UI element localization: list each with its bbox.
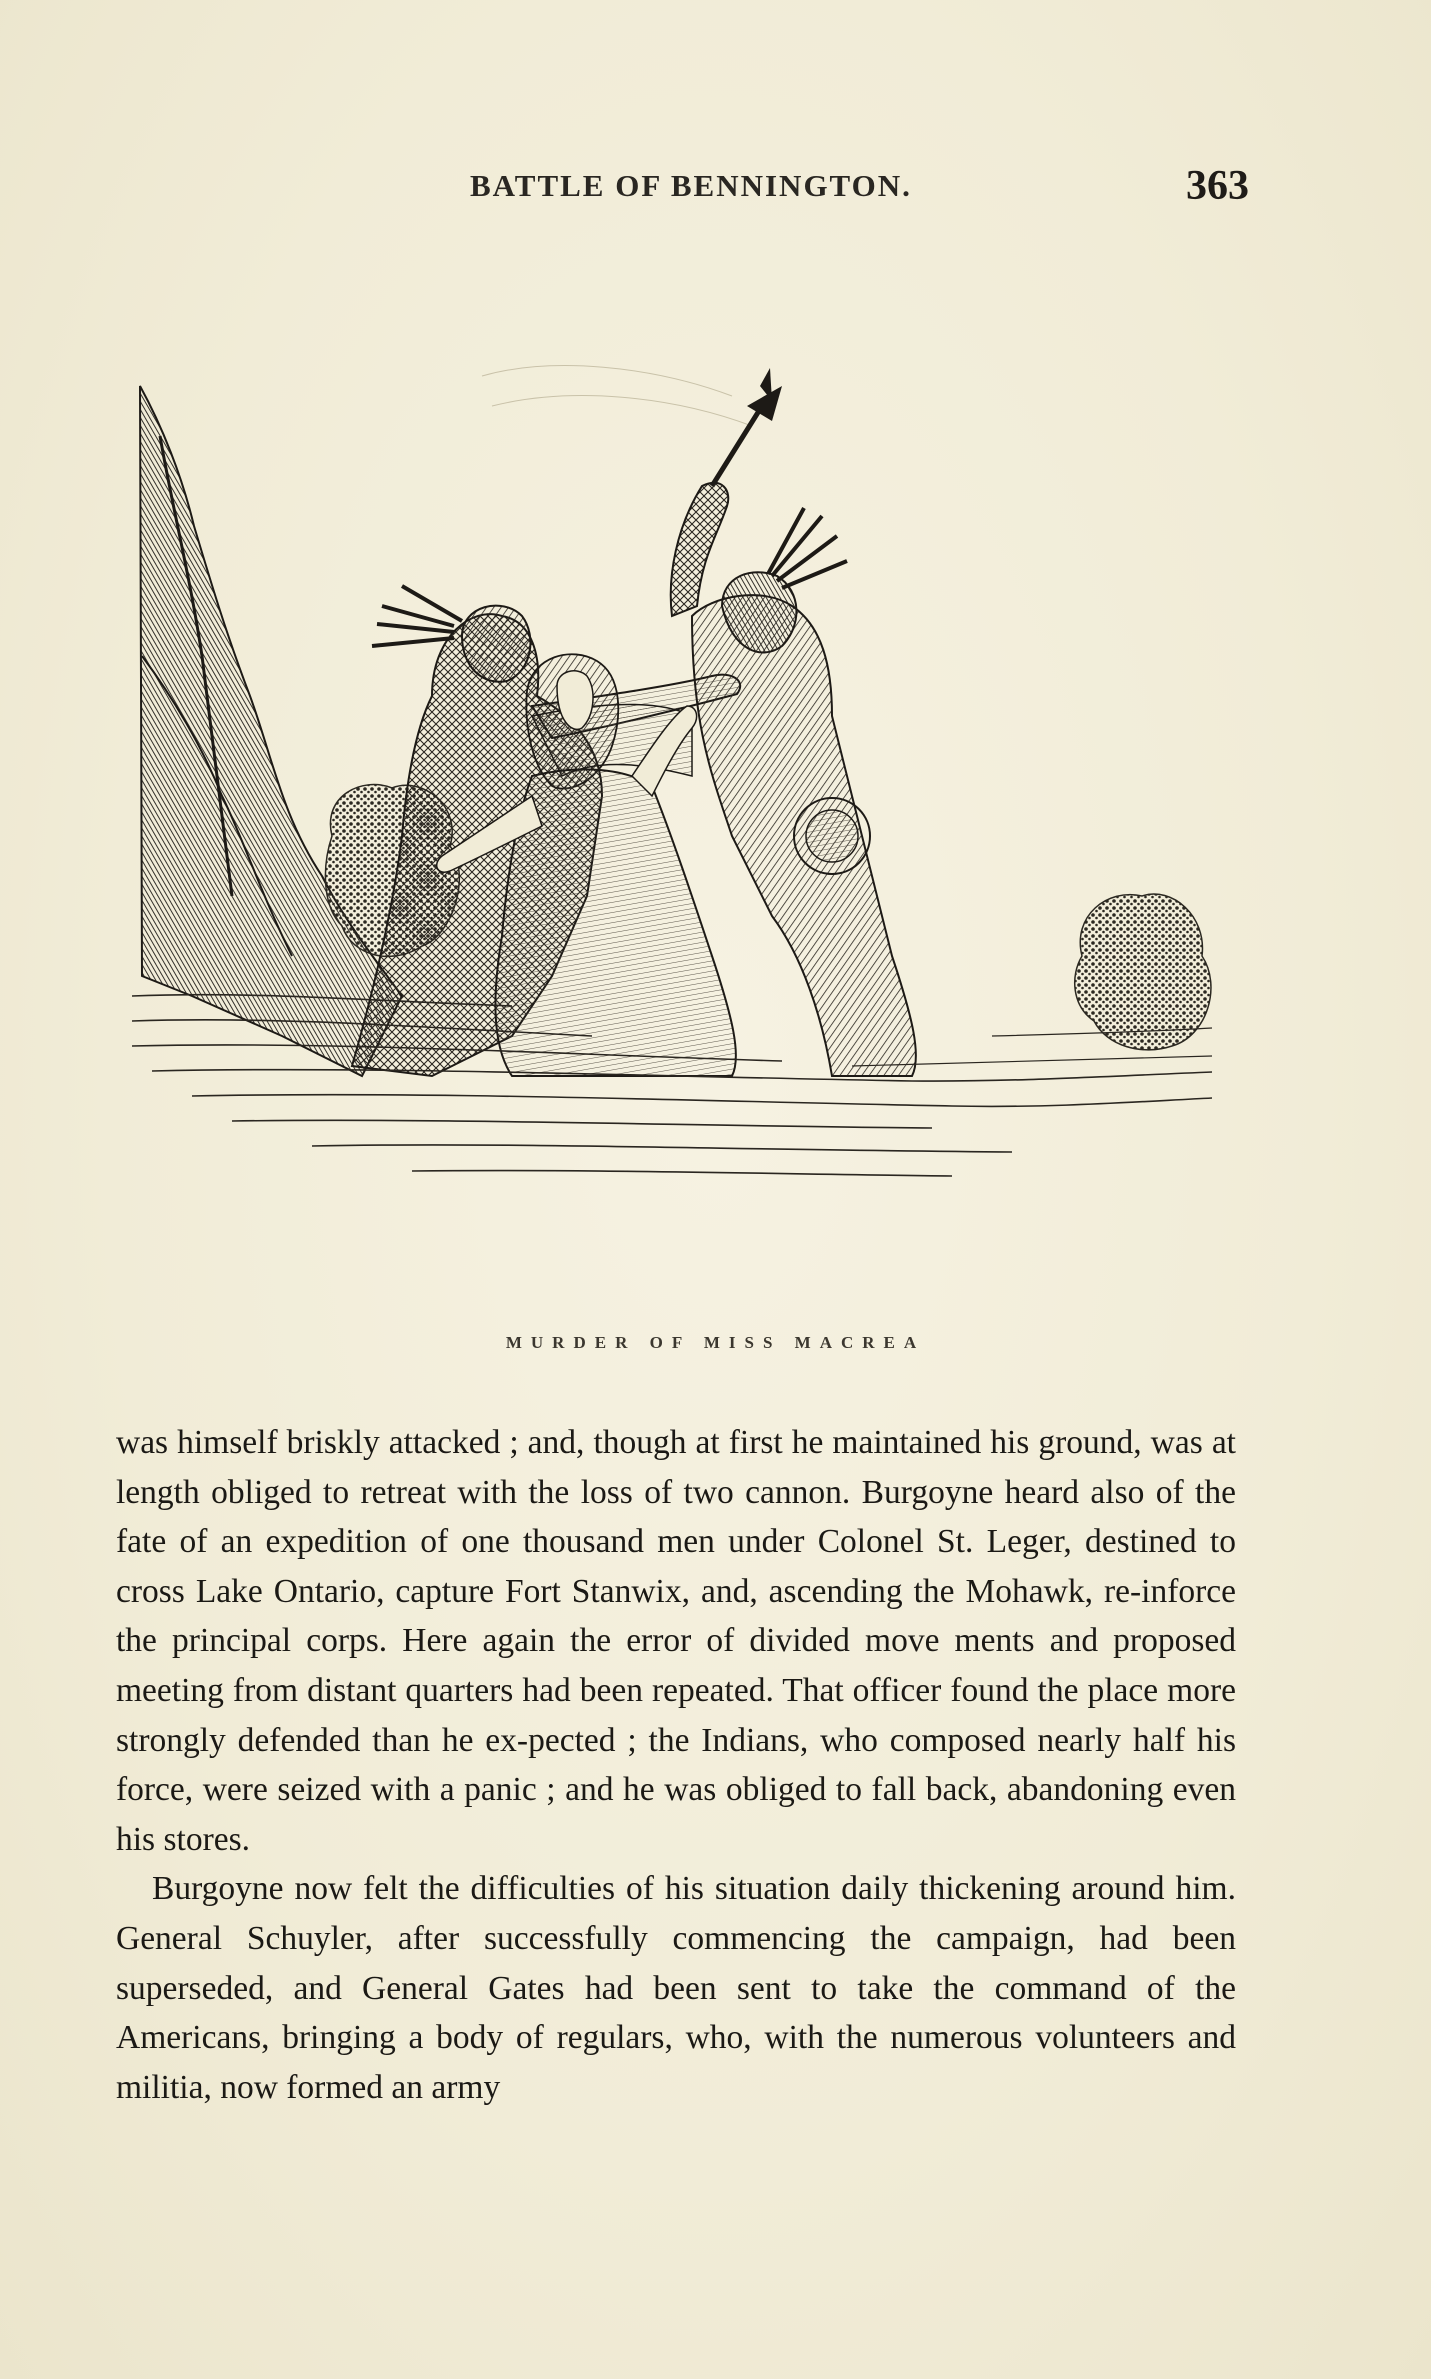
paragraph-2: Burgoyne now felt the difficulties of his situation daily thickening around him. General Schuyler, after successfully commencing the campaign, had been superseded, and General Gates had been sent to take the command of the Americans, bringing a body of regulars, who, with the numerous volunteers and militia, now formed an army bbox=[116, 1870, 1236, 2106]
body-text bbox=[116, 1418, 1236, 2112]
right-bush bbox=[1075, 894, 1211, 1050]
running-head: BATTLE OF BENNINGTON. bbox=[470, 168, 912, 203]
page-number: 363 bbox=[1186, 163, 1249, 209]
illustration-caption: MURDER OF MISS MACREA bbox=[505, 1333, 926, 1352]
left-tree-mass bbox=[140, 386, 402, 1076]
sky-strokes bbox=[482, 366, 752, 426]
paragraph-1: was himself briskly attacked ; and, though at first he maintained his ground, was at length obliged to retreat with the loss of two cannon. Burgoyne heard also of the fate of an expedition of one thousand men under Colonel St. Leger, destined to cross Lake Ontario, capture Fort Stanwix, and, ascending the Mohawk, re-inforce the principal corps. Here again the error of divided move ments and proposed meeting from distant quarters had been repeated. That officer found the place more strongly defended than he ex-pected ; the Indians, who composed nearly half his force, were seized with a panic ; and he was obliged to fall back, abandoning even his stores. bbox=[116, 1424, 1236, 1858]
engraving-illustration bbox=[132, 276, 1232, 1321]
